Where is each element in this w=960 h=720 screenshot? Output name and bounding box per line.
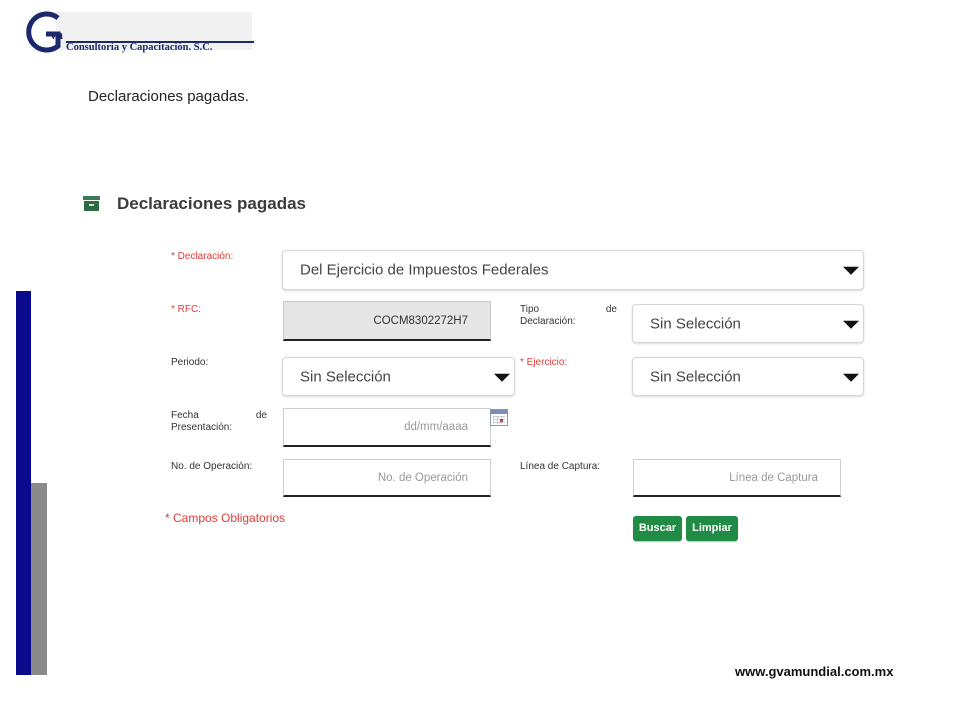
tipo-label-word: Tipo — [520, 304, 540, 315]
slide-title: Declaraciones pagadas. — [88, 88, 249, 105]
no-operacion-label: No. de Operación: — [171, 461, 253, 472]
fecha-label-de: de — [255, 410, 267, 421]
declaracion-label: * Declaración: — [171, 251, 234, 262]
chevron-down-icon — [843, 320, 859, 328]
chevron-down-icon — [843, 373, 859, 381]
fecha-presentacion-input[interactable] — [283, 408, 491, 447]
periodo-select[interactable] — [282, 357, 515, 396]
section-title: Declaraciones pagadas — [117, 194, 306, 213]
tipo-label-de: de — [605, 304, 617, 315]
ejercicio-select[interactable] — [632, 357, 864, 396]
archive-box-icon — [83, 196, 100, 211]
side-bar-gray — [31, 483, 47, 675]
calendar-icon[interactable] — [490, 409, 508, 426]
linea-captura-placeholder: Línea de Captura — [729, 471, 818, 484]
chevron-down-icon — [494, 373, 510, 381]
periodo-value: Sin Selección — [300, 368, 391, 385]
rfc-label: * RFC: — [171, 304, 201, 315]
tipo-declaracion-select[interactable] — [632, 304, 864, 343]
buscar-button[interactable]: Buscar — [633, 516, 682, 541]
tipo-declaracion-label — [520, 304, 617, 330]
side-bar-blue — [16, 291, 31, 675]
rfc-value: COCM8302272H7 — [373, 314, 468, 327]
footer-url[interactable]: www.gvamundial.com.mx — [735, 664, 894, 679]
declaracion-value: Del Ejercicio de Impuestos Federales — [300, 261, 549, 279]
rfc-field — [283, 301, 491, 341]
fecha-label-presentacion: Presentación: — [171, 422, 233, 433]
declaracion-select[interactable] — [282, 250, 864, 290]
ejercicio-value: Sin Selección — [650, 368, 741, 385]
linea-captura-label: Línea de Captura: — [520, 461, 601, 472]
svg-text:va: va — [50, 27, 63, 42]
limpiar-button[interactable]: Limpiar — [686, 516, 738, 541]
tipo-declaracion-value: Sin Selección — [650, 315, 741, 332]
fecha-label-word: Fecha — [171, 410, 199, 421]
periodo-label: Periodo: — [171, 357, 209, 368]
fecha-placeholder: dd/mm/aaaa — [404, 421, 468, 433]
logo-text: Consultoría y Capacitación. S.C. — [66, 42, 213, 53]
chevron-down-icon — [843, 267, 859, 275]
required-fields-note: * Campos Obligatorios — [165, 511, 286, 525]
no-operacion-placeholder: No. de Operación — [377, 471, 468, 484]
ejercicio-label: * Ejercicio: — [520, 357, 568, 368]
linea-captura-input[interactable] — [633, 459, 841, 497]
fecha-presentacion-label — [171, 410, 267, 436]
tipo-label-declaracion: Declaración: — [520, 316, 576, 327]
no-operacion-input[interactable] — [283, 459, 491, 497]
company-logo — [18, 10, 254, 54]
